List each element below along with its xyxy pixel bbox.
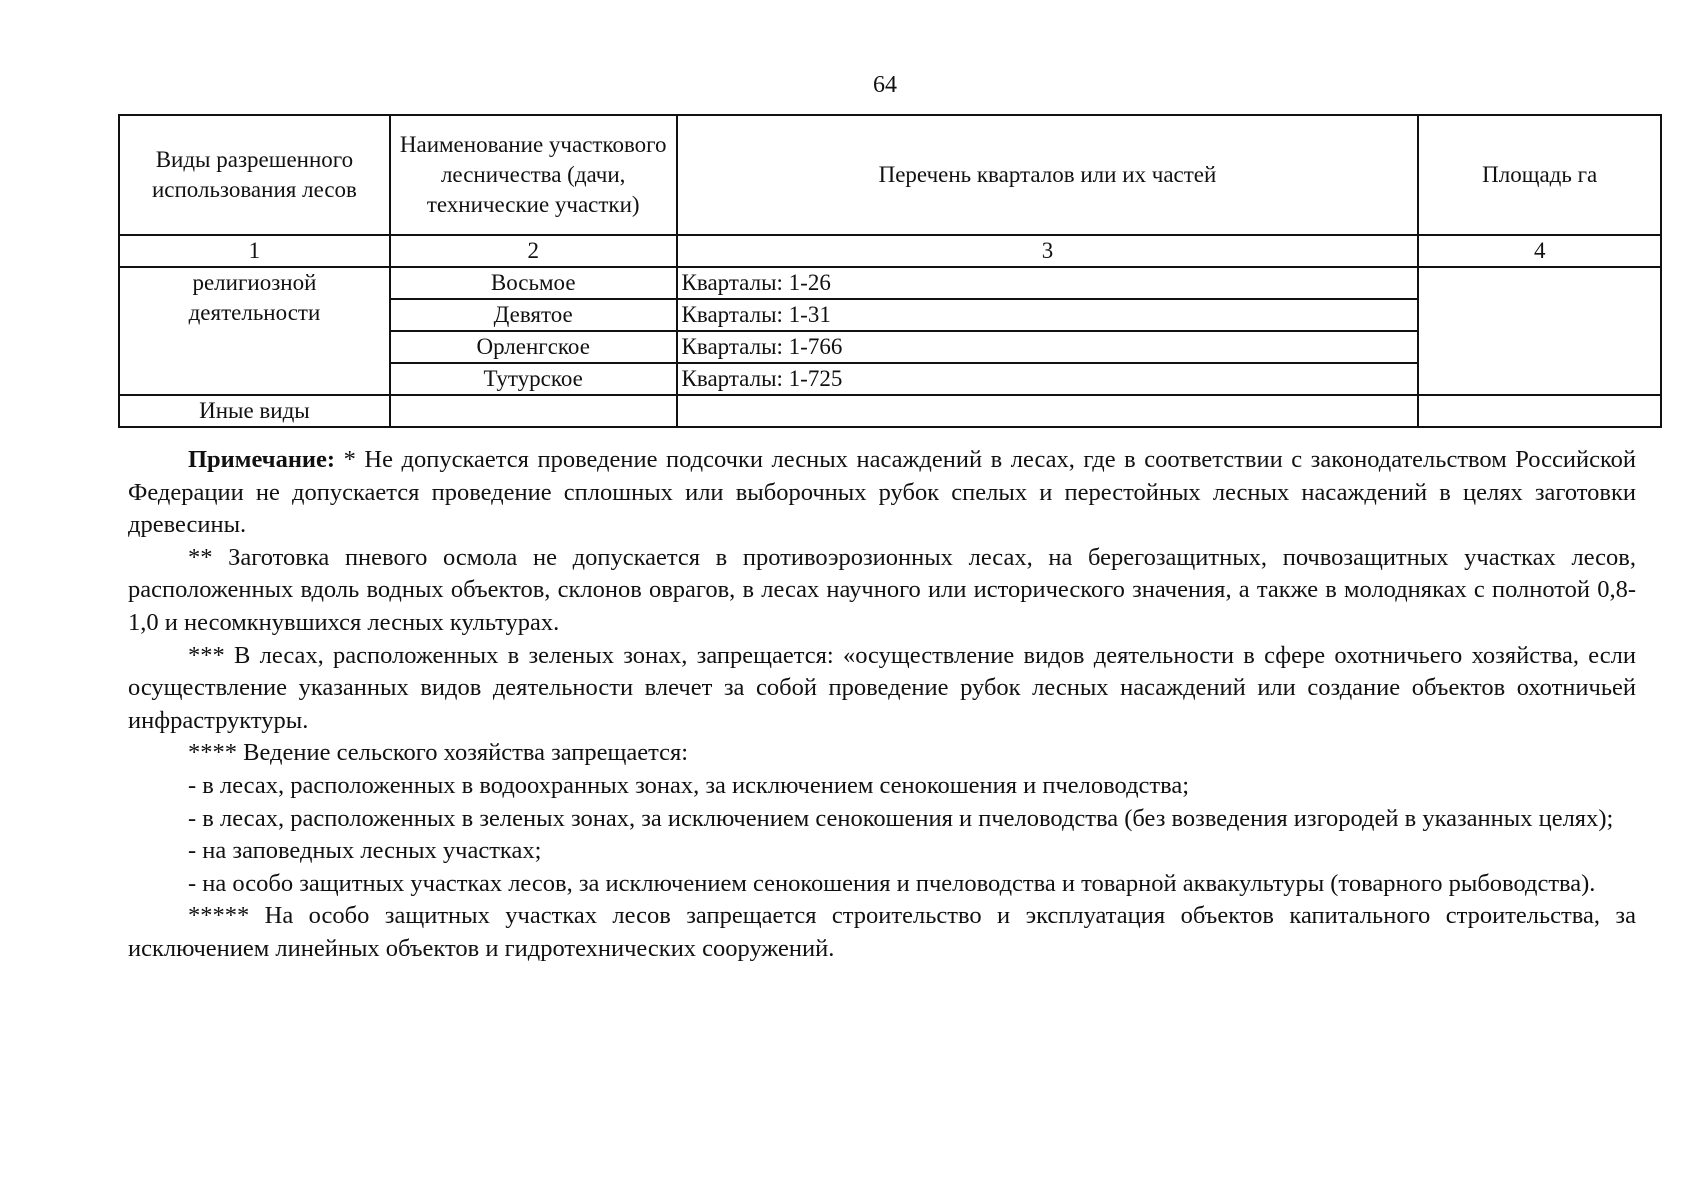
note-paragraph: ** Заготовка пневого осмола не допускается в противоэрозионных лесах, на берегозащитных, почвозащитных участках лесов, расположенных вдоль водных объектов, склонов оврагов, в лесах научного или исторического значения, а также в молодняках с полнотой 0,8-1,0 и несомкнувшихся лесных культурах.	[128, 543, 1636, 636]
note-paragraph: - в лесах, расположенных в водоохранных зонах, за исключением сенокошения и пчеловодства;	[188, 771, 1190, 799]
note-paragraph: **** Ведение сельского хозяйства запрещается:	[188, 739, 689, 767]
note-paragraph	[128, 444, 1636, 542]
column-number: 1	[119, 235, 390, 267]
forest-use-table	[118, 114, 1662, 428]
note-paragraph: - на особо защитных участках лесов, за исключением сенокошения и пчеловодства и товарной аквакультуры (товарного рыбоводства).	[188, 869, 1596, 897]
table-header-row	[119, 115, 1661, 235]
table-row	[119, 395, 1661, 427]
other-use-cell: Иные виды	[119, 395, 390, 427]
note-paragraph: ***** На особо защитных участках лесов запрещается строительство и эксплуатация объектов капитального строительства, за исключением линейных объектов и гидротехнических сооружений.	[128, 902, 1636, 962]
header-use-types: Виды разрешенного использования лесов	[119, 115, 390, 235]
note-paragraph: *** В лесах, расположенных в зеленых зонах, запрещается: «осуществление видов деятельности в сфере охотничьего хозяйства, если осуществление указанных видов деятельности влечет за собой проведение рубок лесных насаждений или создание объектов охотничьей инфраструктуры.	[128, 641, 1636, 734]
header-quarters-list: Перечень кварталов или их частей	[677, 115, 1419, 235]
forestry-cell: Орленгское	[390, 331, 677, 363]
notes-section	[128, 444, 1636, 966]
header-forestry-name: Наименование участкового лесничества (дачи, технические участки)	[390, 115, 677, 235]
note-paragraph: - на заповедных лесных участках;	[188, 837, 542, 865]
note-text: * Не допускается проведение подсочки лесных насаждений в лесах, где в соответствии с законодательством Российской Федерации не допускается проведение сплошных или выборочных рубок спелых и перестойных лесных насаждений в целях заготовки древесины.	[128, 446, 1636, 539]
quarters-cell: Кварталы: 1-31	[677, 299, 1419, 331]
empty-cell	[390, 395, 677, 427]
empty-cell	[1418, 395, 1661, 427]
column-number: 4	[1418, 235, 1661, 267]
column-number-row	[119, 235, 1661, 267]
page-number: 64	[873, 72, 897, 98]
quarters-cell: Кварталы: 1-766	[677, 331, 1419, 363]
note-paragraph: - в лесах, расположенных в зеленых зонах, за исключением сенокошения и пчеловодства (без возведения изгородей в указанных целях);	[188, 804, 1614, 832]
forestry-cell: Восьмое	[390, 267, 677, 299]
header-area: Площадь га	[1418, 115, 1661, 235]
column-number: 2	[390, 235, 677, 267]
column-number: 3	[677, 235, 1419, 267]
empty-cell	[677, 395, 1419, 427]
forestry-cell: Девятое	[390, 299, 677, 331]
table-row	[119, 267, 1661, 299]
use-type-cell: религиозной деятельности	[119, 267, 390, 395]
quarters-cell: Кварталы: 1-725	[677, 363, 1419, 395]
quarters-cell: Кварталы: 1-26	[677, 267, 1419, 299]
notes-label: Примечание:	[188, 446, 336, 473]
area-cell	[1418, 267, 1661, 395]
forestry-cell: Тутурское	[390, 363, 677, 395]
